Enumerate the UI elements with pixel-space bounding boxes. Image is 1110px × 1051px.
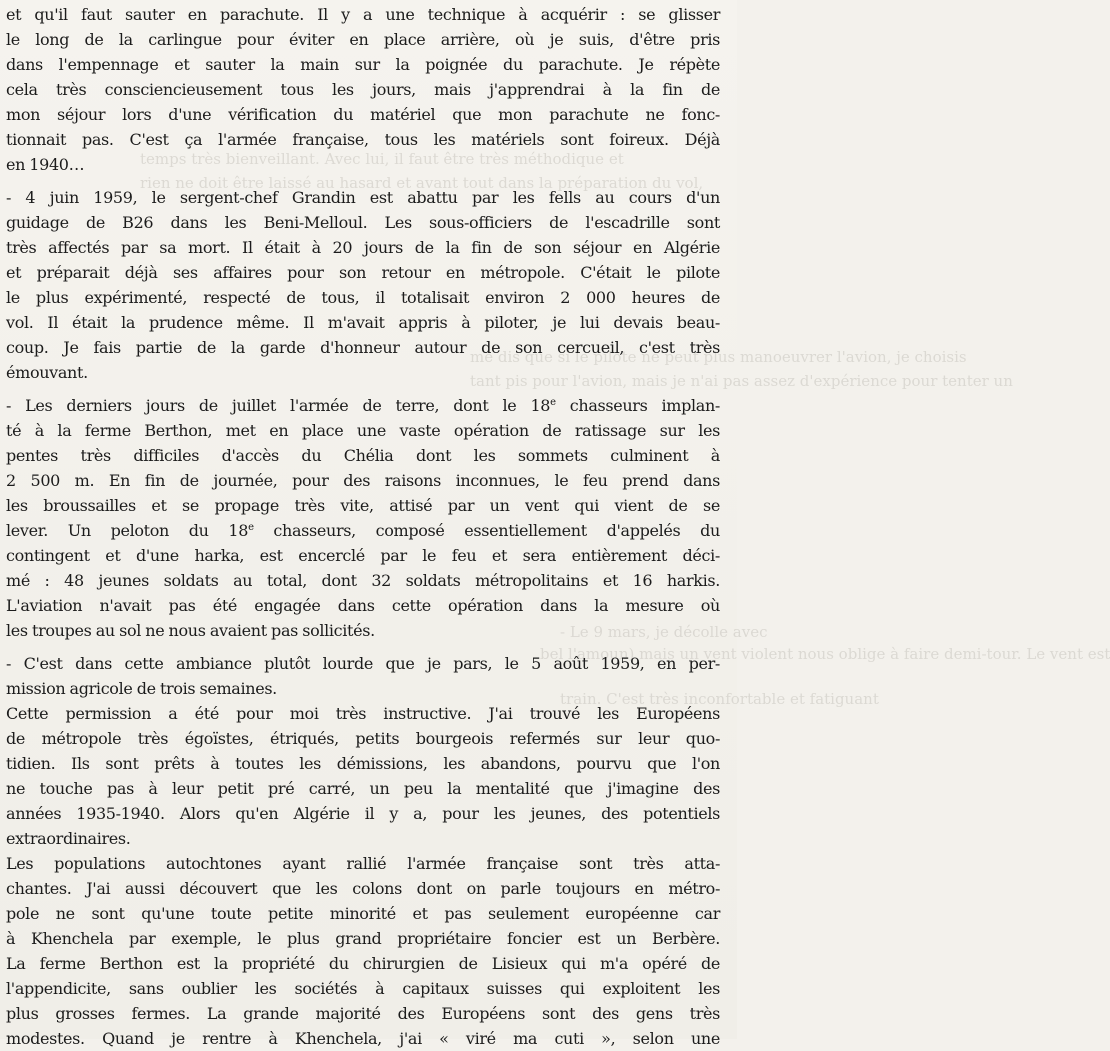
- text-line: à Khenchela par exemple, le plus grand propriétaire foncier est un Berbère.: [6, 929, 720, 948]
- text-fragment: lever. Un peloton du 18: [6, 521, 249, 540]
- text-line: ne touche pas à leur petit pré carré, un peu la mentalité que j'imagine des: [6, 779, 720, 798]
- text-line: La ferme Berthon est la propriété du chirurgien de Lisieux qui m'a opéré de: [6, 954, 720, 973]
- text-fragment: - Les derniers jours de juillet l'armée de terre, dont le 18: [6, 396, 551, 415]
- text-line: en 1940…: [6, 155, 85, 174]
- text-line: et qu'il faut sauter en parachute. Il y a une technique à acquérir : se glisser: [6, 5, 720, 24]
- text-line: coup. Je fais partie de la garde d'honneur autour de son cercueil, c'est très: [6, 338, 720, 357]
- show-through-decoration: me dis que si le pilote ne peut plus manoeuvrer l'avion, je choisis: [470, 348, 967, 366]
- text-line: plus grosses fermes. La grande majorité des Européens sont des gens très: [6, 1004, 720, 1023]
- text-line: vol. Il était la prudence même. Il m'avait appris à piloter, je lui devais beau-: [6, 313, 720, 332]
- show-through-decoration: rien ne doit être laissé au hasard et avant tout dans la préparation du vol,: [140, 174, 704, 192]
- show-through-decoration: train. C'est très inconfortable et fatiguant: [560, 690, 879, 708]
- text-line: les troupes au sol ne nous avaient pas sollicités.: [6, 621, 375, 640]
- text-line: pentes très difficiles d'accès du Chélia dont les sommets culminent à: [6, 446, 720, 465]
- text-line: L'aviation n'avait pas été engagée dans cette opération dans la mesure où: [6, 596, 720, 615]
- text-line: - 4 juin 1959, le sergent-chef Grandin est abattu par les fells au cours d'un: [6, 188, 720, 207]
- body-text: [6, 2, 720, 1051]
- text-line: chantes. J'ai aussi découvert que les colons dont on parle toujours en métro-: [6, 879, 720, 898]
- show-through-decoration: tant pis pour l'avion, mais je n'ai pas assez d'expérience pour tenter un: [470, 372, 1013, 390]
- text-line: mission agricole de trois semaines.: [6, 679, 277, 698]
- text-line: pole ne sont qu'une toute petite minorité et pas seulement européenne car: [6, 904, 720, 923]
- text-line: le plus expérimenté, respecté de tous, il totalisait environ 2 000 heures de: [6, 288, 720, 307]
- text-line: années 1935-1940. Alors qu'en Algérie il y a, pour les jeunes, des potentiels: [6, 804, 720, 823]
- text-line: té à la ferme Berthon, met en place une vaste opération de ratissage sur les: [6, 421, 720, 440]
- paragraph-permission: [6, 651, 720, 1051]
- text-line: l'appendicite, sans oublier les sociétés à capitaux suisses qui exploitent les: [6, 979, 720, 998]
- text-line: de métropole très égoïstes, étriqués, petits bourgeois refermés sur leur quo-: [6, 729, 720, 748]
- text-line: tionnait pas. C'est ça l'armée française, tous les matériels sont foireux. Déjà: [6, 130, 720, 149]
- text-line: mé : 48 jeunes soldats au total, dont 32 soldats métropolitains et 16 harkis.: [6, 571, 720, 590]
- text-line: et préparait déjà ses affaires pour son retour en métropole. C'était le pilote: [6, 263, 720, 282]
- text-line: le long de la carlingue pour éviter en place arrière, où je suis, d'être pris: [6, 30, 720, 49]
- text-line: extraordinaires.: [6, 829, 131, 848]
- text-line: tidien. Ils sont prêts à toutes les démissions, les abandons, pourvu que l'on: [6, 754, 720, 773]
- show-through-decoration: temps très bienveillant. Avec lui, il faut être très méthodique et: [140, 150, 624, 168]
- text-line: 2 500 m. En fin de journée, pour des raisons inconnues, le feu prend dans: [6, 471, 720, 490]
- text-line-with-superscript: [6, 393, 720, 418]
- text-line: cela très consciencieusement tous les jours, mais j'apprendrai à la fin de: [6, 80, 720, 99]
- paragraph-grandin: [6, 185, 720, 385]
- text-line: dans l'empennage et sauter la main sur la poignée du parachute. Je répète: [6, 55, 720, 74]
- text-line: guidage de B26 dans les Beni-Melloul. Les sous-officiers de l'escadrille sont: [6, 213, 720, 232]
- show-through-decoration: - Le 9 mars, je décolle avec: [560, 623, 768, 641]
- paragraph-chelia: [6, 393, 720, 643]
- show-through-decoration: bel l'amoun) mais un vent violent nous oblige à faire demi-tour. Le vent est: [540, 645, 1110, 663]
- text-line: contingent et d'une harka, est encerclé par le feu et sera entièrement déci-: [6, 546, 720, 565]
- text-line: - C'est dans cette ambiance plutôt lourde que je pars, le 5 août 1959, en per-: [6, 654, 720, 673]
- text-line-with-superscript: [6, 518, 720, 543]
- text-fragment: chasseurs implan-: [555, 396, 720, 415]
- text-line: Cette permission a été pour moi très instructive. J'ai trouvé les Européens: [6, 704, 720, 723]
- text-fragment: chasseurs, composé essentiellement d'appelés du: [253, 521, 720, 540]
- superscript: e: [248, 522, 254, 533]
- text-line: les broussailles et se propage très vite, attisé par un vent qui vient de se: [6, 496, 720, 515]
- text-line: très affectés par sa mort. Il était à 20 jours de la fin de son séjour en Algérie: [6, 238, 720, 257]
- text-line: mon séjour lors d'une vérification du matériel que mon parachute ne fonc-: [6, 105, 720, 124]
- text-line: émouvant.: [6, 363, 88, 382]
- paragraph-parachute: [6, 2, 720, 177]
- superscript: e: [550, 397, 556, 408]
- text-line: Les populations autochtones ayant rallié l'armée française sont très atta-: [6, 854, 720, 873]
- text-line: modestes. Quand je rentre à Khenchela, j'ai « viré ma cuti », selon une: [6, 1029, 720, 1048]
